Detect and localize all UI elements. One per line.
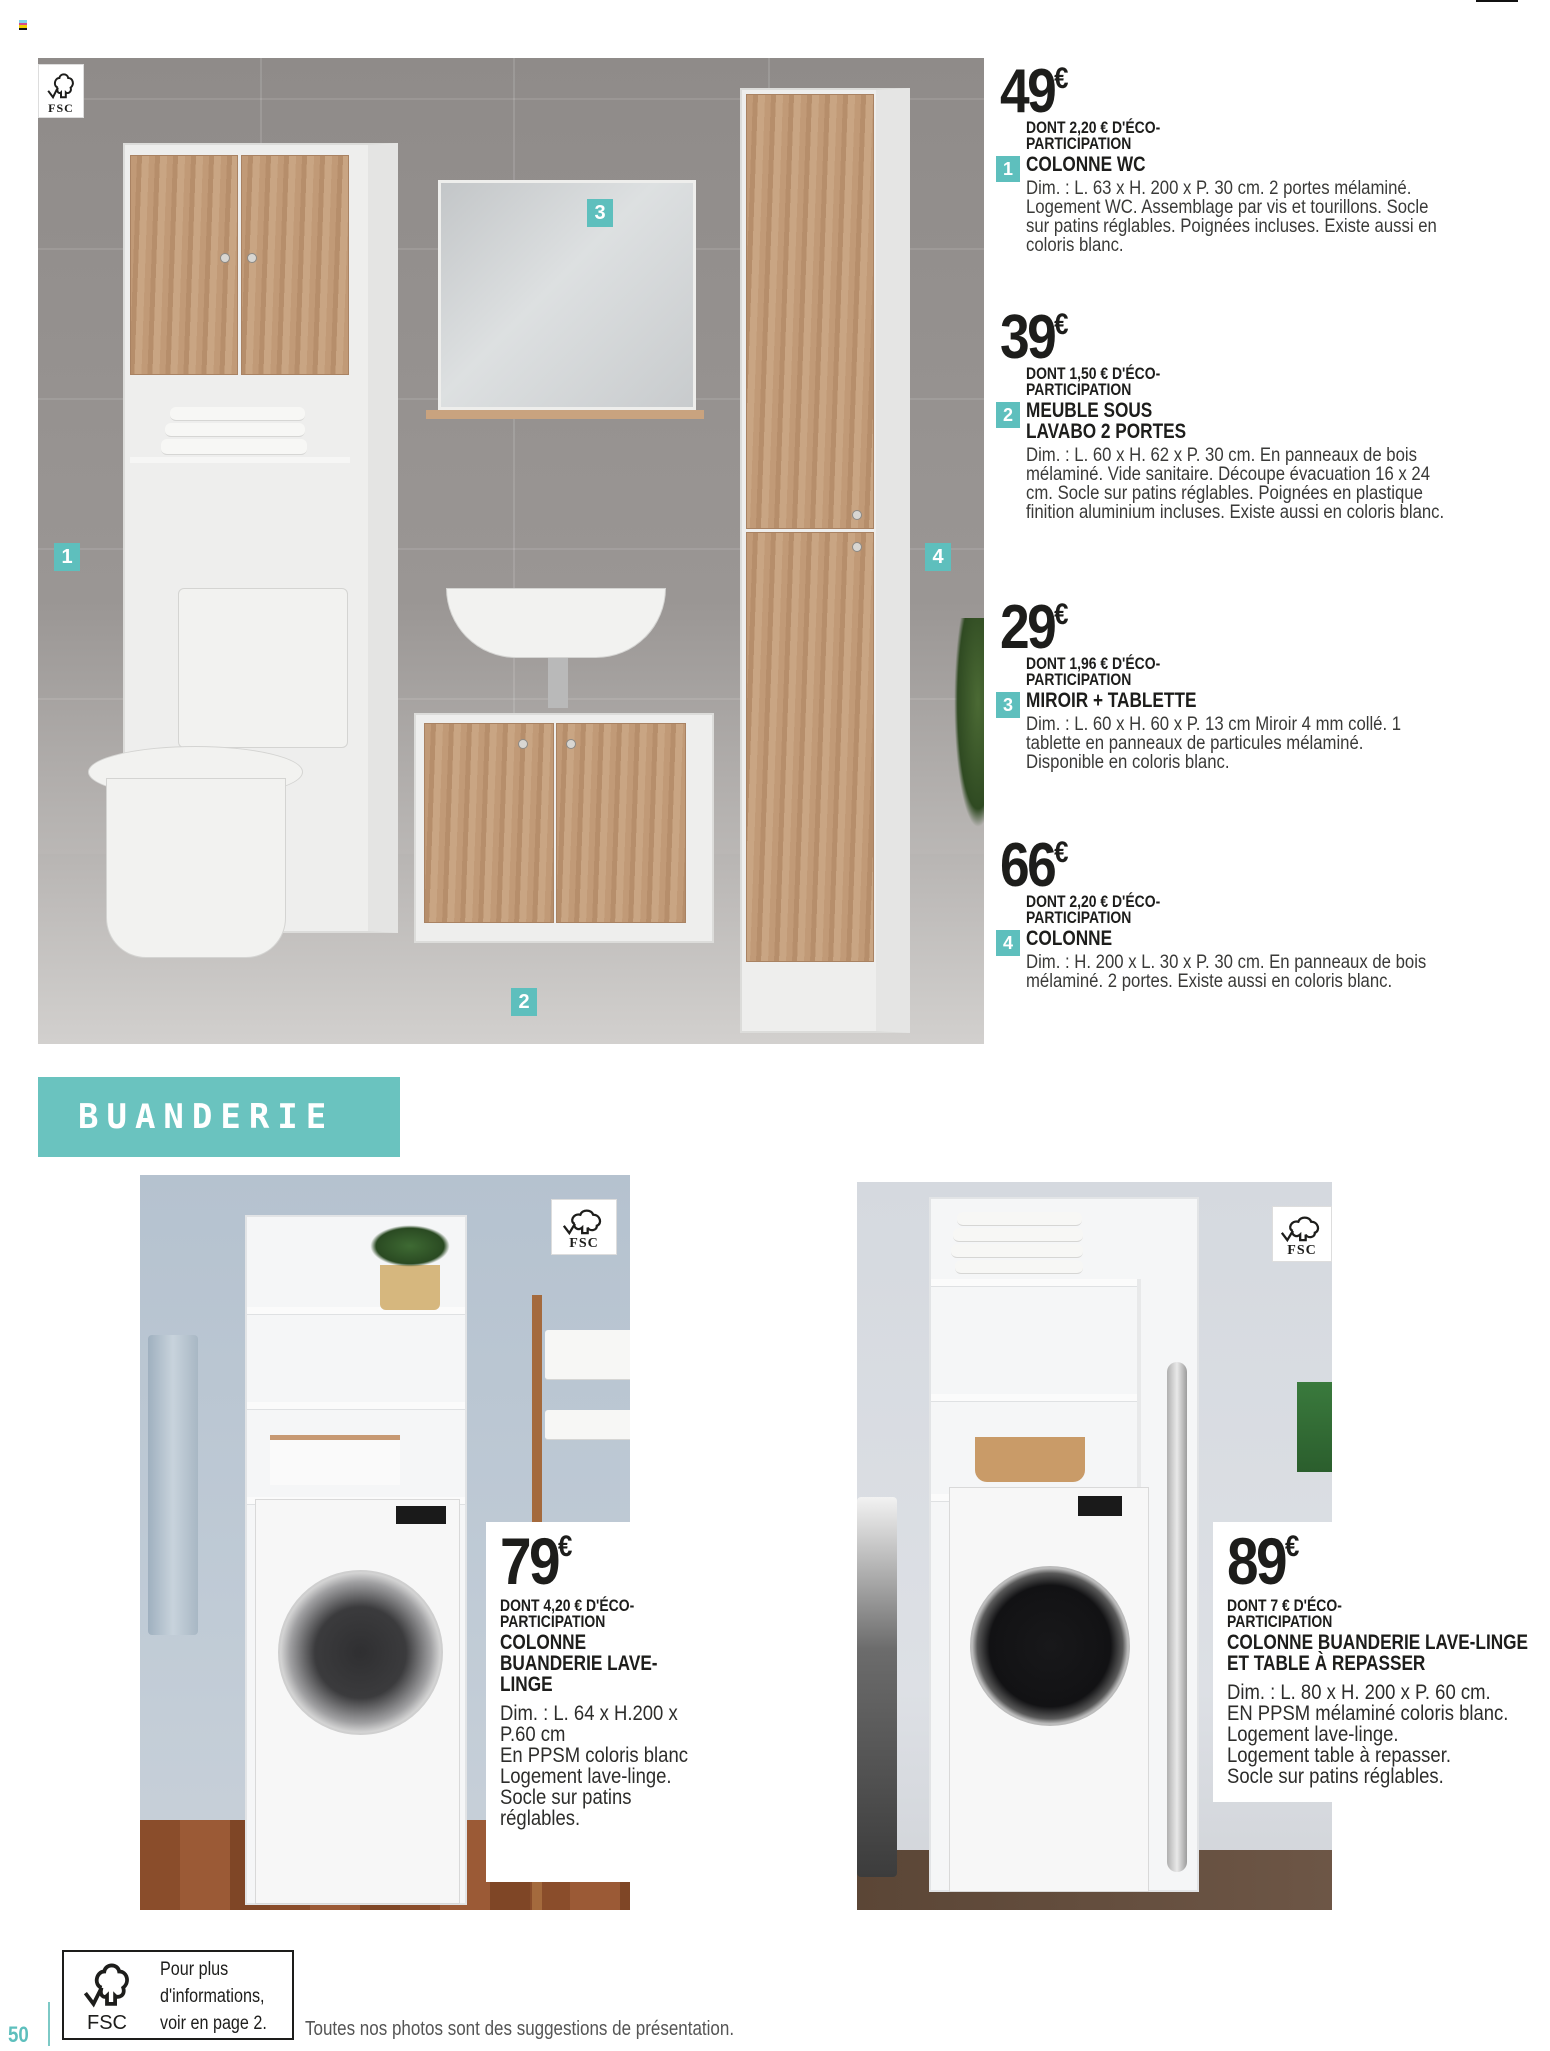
eco-participation: DONT 1,50 € D'ÉCO-PARTICIPATION <box>1026 364 1161 399</box>
product-meuble-sous-lavabo <box>1000 303 1520 523</box>
product-description: Dim. : L. 60 x H. 62 x P. 30 cm. En panneaux de bois mélaminé. Vide sanitaire. Découpe évacuation 16 x 24 cm. Socle sur patins réglables. Poignées en plastique finition aluminium incluses. Existe aussi en coloris blanc. <box>1026 445 1445 523</box>
fsc-info-box <box>62 1950 294 2040</box>
product-colonne-buanderie-lave-linge <box>486 1522 686 1882</box>
price: 66€ <box>1000 831 1069 900</box>
product-title: COLONNE <box>1026 927 1113 950</box>
section-banner-buanderie: BUANDERIE <box>38 1077 400 1157</box>
page-divider <box>48 2002 50 2046</box>
bathroom-product-photo <box>38 58 984 1044</box>
photo-marker-4: 4 <box>925 543 951 571</box>
washing-machine-image <box>949 1487 1149 1892</box>
product-title: MIROIR + TABLETTE <box>1026 689 1197 712</box>
meuble-sous-lavabo-image <box>414 713 714 943</box>
fsc-info-text: Pour plus d'informations, voir en page 2. <box>160 1959 267 2034</box>
fsc-logo-icon: FSC <box>72 1958 142 2036</box>
product-colonne <box>1000 831 1520 992</box>
eco-participation: DONT 2,20 € D'ÉCO-PARTICIPATION <box>1026 118 1161 153</box>
eco-participation: DONT 7 € D'ÉCO-PARTICIPATION <box>1227 1596 1342 1631</box>
product-marker: 1 <box>996 156 1020 182</box>
price: 39€ <box>1000 303 1069 372</box>
product-marker: 3 <box>996 692 1020 718</box>
product-title: COLONNE BUANDERIE LAVE-LINGE ET TABLE À REPASSER <box>1227 1631 1529 1675</box>
price: 29€ <box>1000 593 1069 662</box>
eco-participation: DONT 4,20 € D'ÉCO-PARTICIPATION <box>500 1596 635 1631</box>
product-title: COLONNE BUANDERIE LAVE-LINGE <box>500 1631 658 1696</box>
washing-machine-image <box>255 1499 460 1904</box>
product-title: COLONNE WC <box>1026 153 1146 176</box>
product-miroir-tablette <box>1000 593 1520 773</box>
product-description: Dim. : L. 64 x H.200 x P.60 cm En PPSM coloris blanc Logement lave-linge. Socle sur patins réglables. <box>500 1702 688 1830</box>
toilet-image <box>178 588 348 748</box>
sink-image <box>446 588 666 658</box>
page-number: 50 <box>8 2022 29 2047</box>
fsc-logo-icon: FSC <box>1272 1206 1332 1262</box>
print-crop-mark <box>1476 0 1518 2</box>
product-colonne-wc <box>1000 57 1520 256</box>
photo-marker-1: 1 <box>54 543 80 571</box>
photo-marker-2: 2 <box>511 988 537 1016</box>
fsc-logo-icon: FSC <box>551 1199 617 1255</box>
eco-participation: DONT 1,96 € D'ÉCO-PARTICIPATION <box>1026 654 1161 689</box>
price: 49€ <box>1000 57 1069 126</box>
photo-disclaimer: Toutes nos photos sont des suggestions de présentation. <box>305 2018 735 2040</box>
product-description: Dim. : L. 60 x H. 60 x P. 13 cm Miroir 4 mm collé. 1 tablette en panneaux de particules mélaminé. Disponible en coloris blanc. <box>1026 714 1402 773</box>
product-colonne-buanderie-table-repasser <box>1213 1522 1550 1802</box>
eco-participation: DONT 2,20 € D'ÉCO-PARTICIPATION <box>1026 892 1161 927</box>
miroir-tablette-image <box>438 180 696 410</box>
product-description: Dim. : L. 63 x H. 200 x P. 30 cm. 2 portes mélaminé. Logement WC. Assemblage par vis et tourillons. Socle sur patins réglables. Poignées incluses. Existe aussi en coloris blanc. <box>1026 178 1437 256</box>
product-marker: 2 <box>996 402 1020 428</box>
product-description: Dim. : H. 200 x L. 30 x P. 30 cm. En panneaux de bois mélaminé. 2 portes. Existe aussi en coloris blanc. <box>1026 952 1427 992</box>
price: 89€ <box>1227 1524 1300 1598</box>
photo-marker-3: 3 <box>587 199 613 227</box>
product-title: MEUBLE SOUS LAVABO 2 PORTES <box>1026 399 1187 443</box>
product-description: Dim. : L. 80 x H. 200 x P. 60 cm. EN PPSM mélaminé coloris blanc. Logement lave-linge. Logement table à repasser. Socle sur patins réglables. <box>1227 1681 1509 1788</box>
print-color-bar-icon <box>19 20 27 30</box>
product-marker: 4 <box>996 930 1020 956</box>
price: 79€ <box>500 1524 573 1598</box>
fsc-logo-icon: FSC <box>38 64 84 118</box>
colonne-image <box>740 88 910 1033</box>
